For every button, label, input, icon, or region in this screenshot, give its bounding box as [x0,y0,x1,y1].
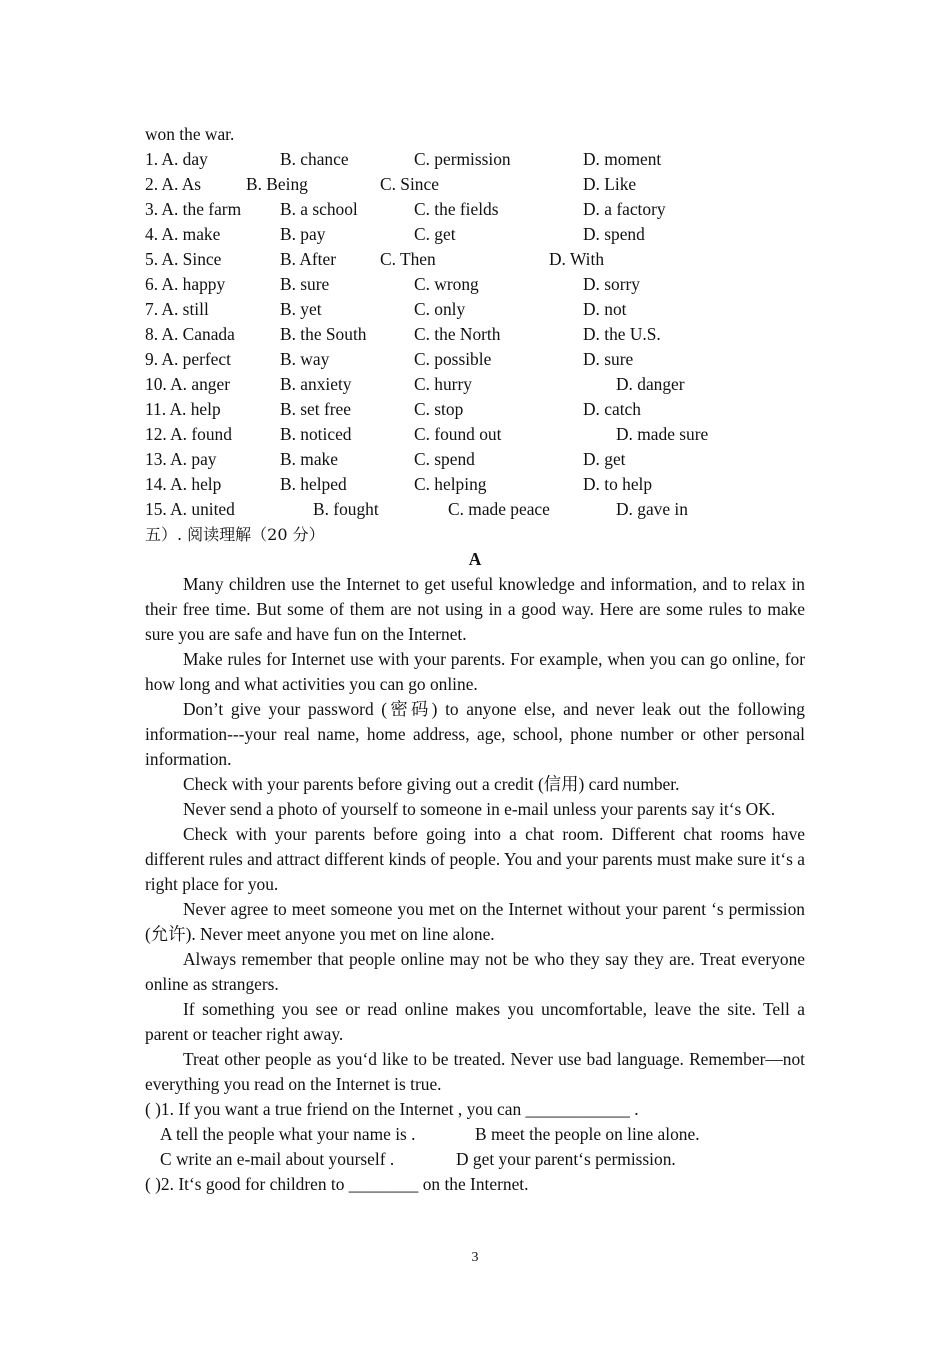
option-row [145,197,805,222]
cloze-options [145,147,805,522]
option-b: B. pay [280,224,326,244]
paragraph: Always remember that people online may not be who they say they are. Treat everyone online as strangers. [145,949,805,994]
option-c: C. spend [414,449,475,469]
option-row [145,447,805,472]
option-d: D. to help [583,474,653,494]
option-d: D. sorry [583,274,640,294]
option-row [145,247,805,272]
option-c: C. found out [414,424,502,444]
option-c: C. Then [380,249,436,269]
option-b: B. chance [280,149,349,169]
section-title: 五）. 阅读理解（20 分） [145,525,325,544]
option-a: 3. A. the farm [145,199,242,219]
paragraph: Check with your parents before giving out a credit (信用) card number. [183,774,680,794]
question-1-stem: ( )1. If you want a true friend on the Internet , you can ____________ . [145,1099,639,1119]
question-1-choices-row [145,1147,805,1172]
option-a: 12. A. found [145,424,232,444]
option-c: C. get [414,224,456,244]
option-d: D. Like [583,174,637,194]
document-page [145,122,805,1197]
passage-body [145,572,805,1097]
option-d: D. gave in [616,499,688,519]
option-c: C. permission [414,149,511,169]
option-a: 2. A. As [145,174,202,194]
option-b: B. helped [280,474,347,494]
paragraph: Many children use the Internet to get useful knowledge and information, and to relax in their free time. But some of them are not using in a good way. Here are some rules to make sure you are safe and have fun on the Internet. [145,574,805,644]
option-row [145,372,805,397]
option-d: D. danger [616,374,685,394]
option-b: B. way [280,349,330,369]
option-d: D. not [583,299,627,319]
option-d: D. spend [583,224,645,244]
option-b: B. anxiety [280,374,352,394]
page-number: 3 [471,1250,479,1265]
option-a: 13. A. pay [145,449,217,469]
paragraph: If something you see or read online makes you uncomfortable, leave the site. Tell a parent or teacher right away. [145,999,805,1044]
option-a: 9. A. perfect [145,349,231,369]
option-a: 14. A. help [145,474,222,494]
option-row [145,472,805,497]
option-row [145,497,805,522]
question-1-choices-row [145,1122,805,1147]
option-c: C. wrong [414,274,479,294]
option-c: C. possible [414,349,492,369]
option-d: D. catch [583,399,641,419]
option-row [145,422,805,447]
choice-d: D get your parent‘s permission. [456,1149,676,1169]
option-a: 4. A. make [145,224,221,244]
option-a: 11. A. help [145,399,221,419]
intro-line: won the war. [145,124,235,144]
option-b: B. a school [280,199,358,219]
option-row [145,272,805,297]
paragraph: Never agree to meet someone you met on the Internet without your parent ‘s permission (允许). Never meet anyone you met on line alone. [145,899,805,944]
question-2-stem: ( )2. It‘s good for children to ________ on the Internet. [145,1174,529,1194]
option-b: B. After [280,249,337,269]
option-d: D. sure [583,349,634,369]
option-d: D. a factory [583,199,666,219]
option-row [145,147,805,172]
option-c: C. made peace [448,499,550,519]
paragraph: Never send a photo of yourself to someone in e-mail unless your parents say it‘s OK. [183,799,776,819]
option-d: D. the U.S. [583,324,661,344]
paragraph: Don’t give your password (密码) to anyone else, and never leak out the following information---your real name, home address, age, school, phone number or other personal information. [145,699,805,769]
option-a: 5. A. Since [145,249,222,269]
option-d: D. moment [583,149,662,169]
option-c: C. the North [414,324,501,344]
paragraph: Make rules for Internet use with your parents. For example, when you can go online, for how long and what activities you can go online. [145,649,805,694]
option-row [145,222,805,247]
option-b: B. Being [246,174,308,194]
option-c: C. Since [380,174,439,194]
option-b: B. set free [280,399,351,419]
option-c: C. the fields [414,199,499,219]
option-a: 10. A. anger [145,374,230,394]
choice-b: B meet the people on line alone. [475,1124,700,1144]
option-b: B. the South [280,324,367,344]
option-row [145,347,805,372]
option-c: C. hurry [414,374,472,394]
option-a: 8. A. Canada [145,324,235,344]
option-b: B. sure [280,274,330,294]
option-c: C. helping [414,474,487,494]
option-b: B. fought [313,499,379,519]
option-c: C. only [414,299,466,319]
option-row [145,297,805,322]
option-b: B. make [280,449,338,469]
option-row [145,172,805,197]
passage-label: A [468,549,482,569]
option-row [145,397,805,422]
option-c: C. stop [414,399,464,419]
option-d: D. get [583,449,626,469]
option-b: B. yet [280,299,322,319]
paragraph: Treat other people as you‘d like to be treated. Never use bad language. Remember—not everything you read on the Internet is true. [145,1049,805,1094]
choice-a: A tell the people what your name is . [160,1124,416,1144]
option-d: D. made sure [616,424,709,444]
option-a: 15. A. united [145,499,235,519]
option-a: 7. A. still [145,299,209,319]
option-a: 6. A. happy [145,274,226,294]
option-b: B. noticed [280,424,352,444]
choice-c: C write an e-mail about yourself . [160,1149,395,1169]
paragraph: Check with your parents before going into a chat room. Different chat rooms have different rules and attract different kinds of people. You and your parents must make sure it‘s a right place for you. [145,824,805,894]
option-d: D. With [549,249,605,269]
option-row [145,322,805,347]
option-a: 1. A. day [145,149,208,169]
